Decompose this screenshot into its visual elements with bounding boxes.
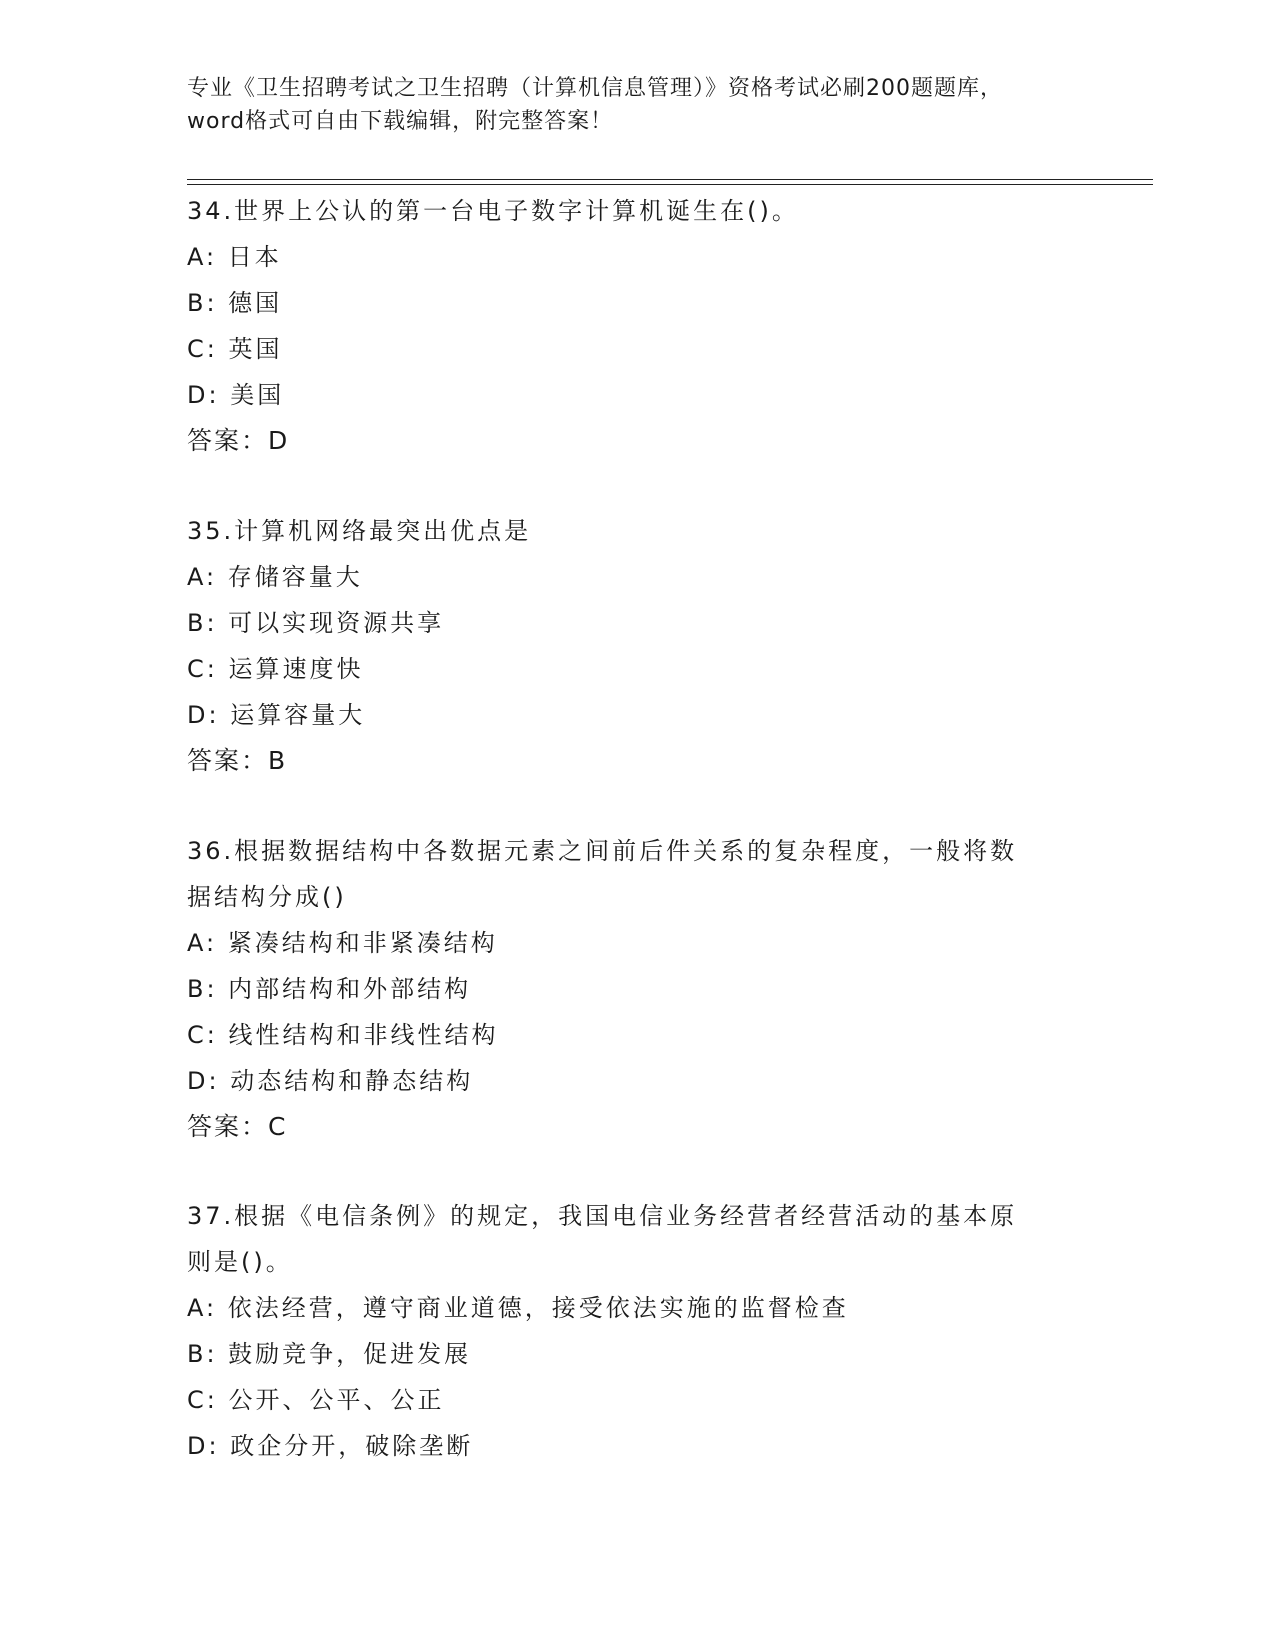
header-divider-bottom [187, 184, 1153, 185]
option-a: A: 依法经营，遵守商业道德，接受依法实施的监督检查 [187, 1294, 849, 1322]
option-b: B: 内部结构和外部结构 [187, 975, 472, 1003]
header-line-1: 专业《卫生招聘考试之卫生招聘（计算机信息管理）》资格考试必刷200题题库， [187, 76, 1003, 101]
option-c: C: 英国 [187, 335, 283, 363]
question-35 [187, 508, 1087, 784]
question-stem-line-1: 37.根据《电信条例》的规定，我国电信业务经营者经营活动的基本原 [187, 1202, 1018, 1230]
question-stem: 35.计算机网络最突出优点是 [187, 517, 532, 545]
question-34 [187, 188, 1087, 464]
option-d: D: 美国 [187, 381, 285, 409]
answer: 答案：D [187, 426, 290, 455]
question-stem: 34.世界上公认的第一台电子数字计算机诞生在()。 [187, 197, 799, 225]
option-a: A: 紧凑结构和非紧凑结构 [187, 929, 498, 957]
option-a: A: 日本 [187, 243, 282, 271]
header-divider-top [187, 179, 1153, 180]
header-line-2: word格式可自由下载编辑，附完整答案！ [187, 109, 614, 134]
option-d: D: 运算容量大 [187, 701, 366, 729]
option-b: B: 可以实现资源共享 [187, 609, 445, 637]
option-d: D: 动态结构和静态结构 [187, 1067, 474, 1095]
option-c: C: 线性结构和非线性结构 [187, 1021, 499, 1049]
question-37 [187, 1193, 1087, 1469]
option-c: C: 运算速度快 [187, 655, 364, 683]
question-stem-line-2: 据结构分成() [187, 883, 347, 911]
question-stem-line-2: 则是()。 [187, 1248, 293, 1276]
option-c: C: 公开、公平、公正 [187, 1386, 445, 1414]
option-b: B: 德国 [187, 289, 283, 317]
document-header [187, 72, 1087, 138]
question-stem-line-1: 36.根据数据结构中各数据元素之间前后件关系的复杂程度，一般将数 [187, 837, 1018, 865]
answer: 答案：C [187, 1112, 288, 1141]
option-a: A: 存储容量大 [187, 563, 363, 591]
question-36 [187, 828, 1087, 1150]
option-d: D: 政企分开，破除垄断 [187, 1432, 474, 1460]
answer: 答案：B [187, 746, 288, 775]
option-b: B: 鼓励竞争，促进发展 [187, 1340, 472, 1368]
